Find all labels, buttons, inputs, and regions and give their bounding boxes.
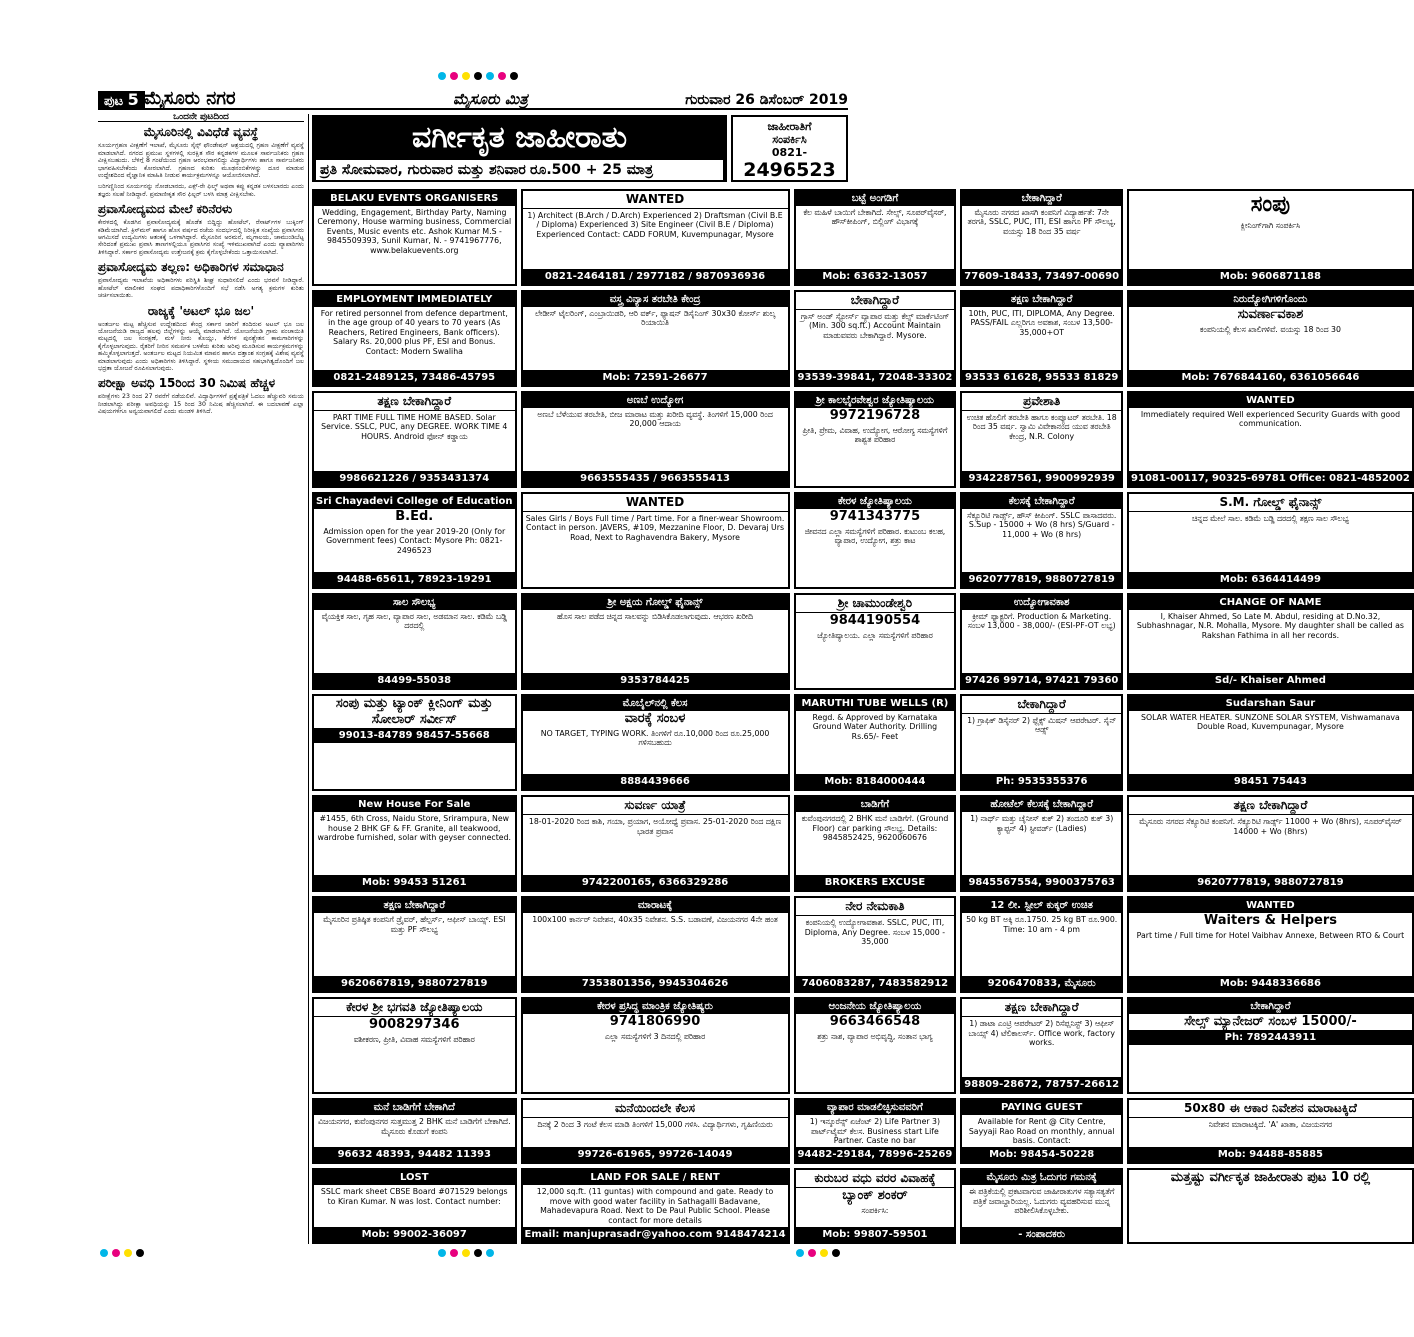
- ad-body: Wedding, Engagement, Birthday Party, Naming Ceremony, House warming business, Commercial Events, Music events etc. Ashok Kumar M.S - 9845509393, Sunil Kumar, N. - 9741967776, www.belakuevents.org: [317, 208, 512, 255]
- ad-heading: ಕೇರಳ ಶ್ರೀ ಭಗವತಿ ಜ್ಯೋತಿಷ್ಯಾಲಯ: [314, 999, 515, 1017]
- ad-phone: 9206470833, ಮೈಸೂರು: [962, 976, 1121, 991]
- classified-ad: [521, 189, 790, 286]
- classified-ad: [1127, 896, 1414, 993]
- ad-heading: ಶ್ರೀ ಅಕ್ಷಯ ಗೋಲ್ಡ್ ಫೈನಾನ್ಸ್: [523, 595, 788, 610]
- ad-phone: 93533 61628, 95533 81829: [962, 370, 1121, 385]
- ad-body: ಗ್ರಾಸ್ ಅಂಡ್ ಸ್ಟೋರ್ಸ್ ವ್ಯಾಪಾರ ಮತ್ತು ಕೆಲ್ಸ್ ಮಾರ್ಕೆಟಿಂಗ್ (Min. 300 sq.ft.) Account Maintain ಮಾಡುವವರು ಬೇಕಾಗಿದ್ದಾರೆ. Mysore.: [800, 312, 950, 340]
- classified-ad: [960, 593, 1123, 690]
- article-paragraph: ಬರಿಗಣ್ಣಿನಿಂದ ಸೂರ್ಯನನ್ನು ನೋಡಬಾರದು, ಎಕ್ಸ್-ರೇ ಫಿಲ್ಮ್ ಅಥವಾ ಕಪ್ಪು ಕನ್ನಡಕ ಬಳಸಬಾರದು ಎಂದು ತಜ್ಞರು ಸಲಹೆ ನೀಡಿದ್ದಾರೆ. ಪ್ರಮಾಣೀಕೃತ ಸೌರ ಫಿಲ್ಟರ್ ಬಳಸಿ ಮಾತ್ರ ವೀಕ್ಷಿಸಬೇಕು.: [98, 183, 304, 198]
- ad-phone: 98809-28672, 78757-26612: [964, 1079, 1120, 1091]
- ad-body: NO TARGET, TYPING WORK. ತಿಂಗಳಿಗೆ ರೂ.10,000 ರಿಂದ ರೂ.25,000 ಗಳಿಸಬಹುದು: [540, 729, 770, 748]
- ad-phone: 9845567554, 9900375763: [962, 875, 1121, 890]
- classified-ad: [960, 189, 1123, 286]
- ad-heading: PAYING GUEST: [962, 1100, 1121, 1115]
- ad-phone: 9742200165, 6366329286: [523, 875, 788, 890]
- ad-heading: WANTED: [1129, 898, 1412, 913]
- ad-body: ಜೀವನದ ಎಲ್ಲಾ ಸಮಸ್ಯೆಗಳಿಗೆ ಪರಿಹಾರ. ಕುಟುಂಬ ಕಲಹ, ವ್ಯಾಪಾರ, ಉದ್ಯೋಗ, ಶತ್ರು ಕಾಟ: [804, 527, 946, 546]
- ad-body: Admission open for the year 2019-20 (Only for Government fees) Contact: Mysore Ph: 0821-2496523: [323, 527, 506, 555]
- ad-heading: ಆಂಜನೇಯ ಜ್ಯೋತಿಷ್ಯಾಲಯ: [796, 999, 955, 1014]
- classified-ad: [521, 795, 790, 892]
- ad-phone: 94482-29184, 78996-25269: [797, 1149, 953, 1161]
- ad-heading: ತಕ್ಷಣ ಬೇಕಾಗಿದ್ದಾರೆ: [314, 898, 515, 913]
- ad-heading: 50x80 ಈ ಆಕಾರ ನಿವೇಶನ ಮಾರಾಟಕ್ಕಿದೆ: [1129, 1100, 1412, 1118]
- ad-phone: 9620667819, 9880727819: [314, 976, 515, 991]
- ad-highlight: ಸೇಲ್ಸ್ ಮ್ಯಾನೇಜರ್ ಸಂಬಳ 15000/-: [1184, 1014, 1357, 1030]
- ad-body: ಜ್ಯೋತಿಷ್ಯಾಲಯ. ಎಲ್ಲಾ ಸಮಸ್ಯೆಗಳಿಗೆ ಪರಿಹಾರ: [817, 631, 933, 641]
- ad-heading: ತಕ್ಷಣ ಬೇಕಾಗಿದ್ದಾರೆ: [962, 999, 1121, 1017]
- classified-ad: [521, 1168, 790, 1244]
- ad-phone: Mob: 99453 51261: [314, 875, 515, 890]
- ad-heading: CHANGE OF NAME: [1129, 595, 1412, 610]
- classified-ad: [794, 896, 957, 993]
- classified-ad: [521, 492, 790, 589]
- ad-highlight: 9663466548: [829, 1014, 921, 1030]
- ad-phone: Ph: 7892443911: [1129, 1030, 1412, 1045]
- ad-phone: - ಸಂಪಾದಕರು: [962, 1227, 1121, 1242]
- ad-body: ಸೆಕ್ಯೂರಿಟಿ ಗಾರ್ಡ್ಸ್, ಹೌಸ್ ಕೀಪಿಂಗ್. SSLC ಪಾಸಾದವರು. S.Sup - 15000 + Wo (8 hrs) S/Guard - 11,000 + Wo (8 hrs): [967, 511, 1117, 539]
- ad-body: 10th, PUC, ITI, DIPLOMA, Any Degree. PASS/FAIL ಎಲ್ಲರಿಗೂ ಅವಕಾಶ, ಸಂಬಳ 13,500-35,000+OT: [968, 309, 1115, 337]
- ad-body: 1) ಗ್ರಾಫಿಕ್ ಡಿಸೈನರ್ 2) ಫ್ಲೆಕ್ಸ್ ಮಿಷನ್ ಆಪರೇಟರ್. ಸೈನ್ ಆಡ್ಸ್: [967, 716, 1117, 735]
- ad-body: I, Khaiser Ahmed, So Late M. Abdul, residing at D.No.32, Subhashnagar, N.R. Mohalla, Mysore. My daughter shall be called as Rakshan Fathima in all her records.: [1136, 612, 1404, 640]
- ad-body: 1) ನಾರ್ಥ್ ಮತ್ತು ಚೈನೀಸ್ ಕುಕ್ 2) ತಂದೂರಿ ಕುಕ್ 3) ಕ್ಯಾಪ್ಟನ್ 4) ಸ್ಟೀವರ್ಡ್ (Ladies): [970, 814, 1114, 833]
- ad-body: 100x100 ಕಾರ್ನರ್ ನಿವೇಶನ, 40x35 ನಿವೇಶನ. S.S. ಬಡಾವಣೆ, ವಿಜಯನಗರ 4ನೇ ಹಂತ: [532, 915, 778, 925]
- ad-heading: ಬೇಕಾಗಿದ್ದಾರೆ: [796, 292, 955, 310]
- ad-heading: ಅಣಬೆ ಉದ್ಯೋಗ: [523, 393, 788, 408]
- classified-ad: [312, 593, 517, 690]
- masthead: ಮೈಸೂರು ಮಿತ್ರ: [453, 90, 528, 108]
- continued-kicker: ಒಂದನೇ ಪುಟದಿಂದ: [98, 114, 304, 122]
- ad-highlight: ಮತ್ತಷ್ಟು ವರ್ಗೀಕೃತ ಜಾಹೀರಾತು ಪುಟ 10 ರಲ್ಲಿ: [1170, 1170, 1371, 1186]
- ad-highlight: ಬ್ಯಾಂಕ್ ಶಂಕರ್: [842, 1188, 908, 1204]
- ad-phone: 98451 75443: [1129, 774, 1412, 789]
- classified-ad: [794, 593, 957, 690]
- ad-phone: Mob: 7676844160, 6361056646: [1129, 370, 1412, 385]
- ad-heading: ನೇರ ನೇಮಕಾತಿ: [796, 898, 955, 916]
- classified-ad: [1127, 1098, 1414, 1164]
- ad-heading: New House For Sale: [314, 797, 515, 812]
- ad-phone: Email: manjuprasadr@yahoo.com 9148474214: [524, 1229, 786, 1240]
- ad-phone: Mob: 98454-50228: [962, 1147, 1121, 1162]
- classified-ad: [521, 391, 790, 488]
- classified-ad: [794, 290, 957, 387]
- classified-ad: [1127, 593, 1414, 690]
- ad-body: ಕೆಲ ಮಹಿಳೆ ಬಾಯಿಗೆ ಬೇಕಾಗಿದೆ. ಸೇಲ್ಸ್, ಸೂಪರ್‌ವೈಸರ್, ಹೌಸ್‌ಕೀಪಿಂಗ್, ಬಿಲ್ಲಿಂಗ್ ವಿಭಾಗಕ್ಕೆ: [803, 208, 947, 227]
- ad-body: Immediately required Well experienced Security Guards with good communication.: [1140, 410, 1401, 429]
- ad-phone: 9620777819, 9880727819: [962, 572, 1121, 587]
- classified-ad: [960, 492, 1123, 589]
- ad-phone: 99013-84789 98457-55668: [314, 728, 515, 743]
- ad-heading: Sri Chayadevi College of Education: [316, 496, 513, 508]
- ad-phone: 91081-00117, 90325-69781 Office: 0821-4852002: [1131, 473, 1410, 485]
- ad-body: ಮೈಸೂರು ನಗರದ ಖಾಸಗಿ ಕಂಪನಿಗೆ ವಿದ್ಯಾರ್ಹತೆ: 7ನೇ ತರಗತಿ, SSLC, PUC, ITI, ESI ಹಾಗೂ PF ಸೌಲಭ್ಯ, ವಯಸ್ಸು 18 ರಿಂದ 35 ವರ್ಷ: [967, 208, 1116, 236]
- ad-heading: ಮನೆ ಬಾಡಿಗೆಗೆ ಬೇಕಾಗಿದೆ: [314, 1100, 515, 1115]
- ad-body: 50 kg BT ಅಕ್ಕಿ ರೂ.1750. 25 kg BT ರೂ.900. Time: 10 am - 4 pm: [966, 915, 1118, 934]
- ad-heading: ಬೇಕಾಗಿದ್ದಾರೆ: [962, 191, 1121, 206]
- classified-ad: [521, 694, 790, 791]
- ad-heading: LOST: [314, 1170, 515, 1185]
- classified-ad: [312, 1098, 517, 1164]
- classified-ad: [794, 492, 957, 589]
- ad-heading: S.M. ಗೋಲ್ಡ್ ಫೈನಾನ್ಸ್: [1129, 494, 1412, 512]
- classifieds-banner: [312, 115, 727, 182]
- ad-phone: Mob: 99002-36097: [314, 1227, 515, 1242]
- ad-body: ಕಂಪನಿಯಲ್ಲಿ ಕೆಲಸ ಖಾಲಿಗಳಿವೆ. ವಯಸ್ಸು 18 ರಿಂದ 30: [1199, 325, 1341, 335]
- classified-ad: [1127, 795, 1414, 892]
- ad-phone: 7406083287, 7483582912: [796, 976, 955, 991]
- classified-ad: [1127, 391, 1414, 488]
- ad-phone: 7353801356, 9945304626: [523, 976, 788, 991]
- ad-heading: ಕೇರಳ ಪ್ರಸಿದ್ಧ ಮಾಂತ್ರಿಕ ಜ್ಯೋತಿಷ್ಯರು: [523, 999, 788, 1014]
- ad-body: 12,000 sq.ft. (11 guntas) with compound and gate. Ready to move with good water facility in Sathagalli Badavane, Mahadevapura Road. Next to De Paul Public School. Please contact for more details: [536, 1187, 774, 1225]
- ad-highlight: 9741806990: [609, 1014, 701, 1030]
- classified-ad: [312, 189, 517, 286]
- classified-ad: [1127, 1168, 1414, 1244]
- headline-1: ಮೈಸೂರಿನಲ್ಲಿ ವಿವಿಧೆಡೆ ವ್ಯವಸ್ಥೆ: [143, 125, 259, 140]
- ad-body: ಮೈಸೂರು ನಗರದ ಸೆಕ್ಯೂರಿಟಿ ಕಂಪನಿಗೆ. ಸೆಕ್ಯೂರಿಟಿ ಗಾರ್ಡ್ಸ್ 11000 + Wo (8hrs), ಸೂಪರ್‌ವೈಸರ್ 14000 + Wo (8hrs): [1139, 817, 1402, 836]
- ad-body: ವಶೀಕರಣ, ಪ್ರೀತಿ, ವಿವಾಹ ಸಮಸ್ಯೆಗಳಿಗೆ ಪರಿಹಾರ: [353, 1035, 475, 1045]
- page-header: [98, 88, 848, 110]
- classified-ad: [794, 997, 957, 1094]
- ad-contact-box: ಜಾಹೀರಾತಿಗೆ ಸಂಪರ್ಕಿಸಿ 0821- 2496523: [731, 115, 848, 182]
- classified-ad: [1127, 492, 1414, 589]
- classified-ad: [960, 1098, 1123, 1164]
- ad-heading: ಮಾರಾಟಕ್ಕೆ: [523, 898, 788, 913]
- headline-2: ಪ್ರವಾಸೋದ್ಯಮದ ಮೇಲೆ ಕರಿನೆರಳು: [98, 202, 233, 217]
- ad-highlight: ಸಂಪು ಮತ್ತು ಟ್ಯಾಂಕ್ ಕ್ಲೀನಿಂಗ್ ಮತ್ತು ಸೋಲಾರ್ ಸರ್ವೀಸ್: [335, 696, 493, 728]
- ad-highlight: 9741343775: [829, 509, 921, 525]
- ad-phone: BROKERS EXCUSE: [796, 875, 955, 890]
- ad-heading: BELAKU EVENTS ORGANISERS: [314, 191, 515, 206]
- ad-heading: ಕುರುಬರ ವಧು ವರರ ವಿವಾಹಕ್ಕೆ: [796, 1170, 955, 1188]
- classified-ad: [794, 1168, 957, 1244]
- ad-body: ಚಿನ್ನದ ಮೇಲೆ ಸಾಲ. ಕಡಿಮೆ ಬಡ್ಡಿ ದರದಲ್ಲಿ ತಕ್ಷಣ ಸಾಲ ಸೌಲಭ್ಯ: [1191, 514, 1349, 524]
- ad-body: ಈ ಪತ್ರಿಕೆಯಲ್ಲಿ ಪ್ರಕಟವಾಗುವ ಜಾಹೀರಾತುಗಳ ಸತ್ಯಾಸತ್ಯತೆಗೆ ಪತ್ರಿಕೆ ಜವಾಬ್ದಾರಿಯಲ್ಲ. ಓದುಗರು ವ್ಯವಹರಿಸುವ ಮುನ್ನ ಪರಿಶೀಲಿಸಿಕೊಳ್ಳಬೇಕು.: [969, 1187, 1115, 1216]
- ad-heading: ಉದ್ಯೋಗಾವಕಾಶ: [962, 595, 1121, 610]
- classified-ad: [794, 1098, 957, 1164]
- ad-phone: Mob: 9448336686: [1129, 976, 1412, 991]
- ad-body: ಪ್ರೀತಿ, ಪ್ರೇಮ, ವಿವಾಹ, ಉದ್ಯೋಗ, ಆರೋಗ್ಯ ಸಮಸ್ಯೆಗಳಿಗೆ ಶಾಶ್ವತ ಪರಿಹಾರ: [802, 426, 948, 445]
- ad-highlight: B.Ed.: [395, 509, 434, 525]
- ad-highlight: 9844190554: [829, 613, 921, 629]
- ad-heading: ಕೆಲಸಕ್ಕೆ ಬೇಕಾಗಿದ್ದಾರೆ: [962, 494, 1121, 509]
- ad-body: 1) ಇನ್ಶೂರೆನ್ಸ್ ಏಜೆಂಟ್ 2) Life Partner 3) ಪಾರ್ಟ್‌ಟೈಮ್ ಕೆಲಸ. Business start Life Partner. Caste no bar: [809, 1117, 941, 1145]
- ad-heading: WANTED: [523, 191, 788, 209]
- page-number-badge: ಪುಟ 5: [98, 91, 145, 109]
- classified-ad: [1127, 694, 1414, 791]
- classified-ad: [960, 896, 1123, 993]
- ad-body: ದಿನಕ್ಕೆ 2 ರಿಂದ 3 ಗಂಟೆ ಕೆಲಸ ಮಾಡಿ ತಿಂಗಳಿಗೆ 15,000 ಗಳಿಸಿ. ವಿದ್ಯಾರ್ಥಿಗಳು, ಗೃಹಿಣಿಯರು: [537, 1120, 773, 1130]
- classified-ad: [312, 391, 517, 488]
- ad-phone: Mob: 6364414499: [1129, 572, 1412, 587]
- ad-body: 1) Architect (B.Arch / D.Arch) Experienced 2) Draftsman (Civil B.E / Diploma) Experienced 3) Site Engineer (Civil B.E / Diploma) Experienced Contact: CADD FORUM, Kuvempunagar, Mysore: [527, 211, 783, 239]
- classified-ad: [312, 290, 517, 387]
- ad-heading: ಮನೆಯಿಂದಲೇ ಕೆಲಸ: [523, 1100, 788, 1118]
- news-column: [98, 114, 304, 1244]
- ad-body: ವಿಜಯನಗರ, ಕುವೆಂಪುನಗರ ಸುತ್ತಮುತ್ತ 2 BHK ಮನೆ ಬಾಡಿಗೆಗೆ ಬೇಕಾಗಿದೆ. ಮೈಸೂರು ಕೊಡುಗೆ ಕಂಪನಿ: [317, 1117, 511, 1136]
- ad-heading: ವ್ಯಾಪಾರ ಮಾಡಲಿಚ್ಛಿಸುವವರಿಗೆ: [796, 1100, 955, 1115]
- ad-body: ಲೇಡೀಸ್ ಟೈಲರಿಂಗ್, ಎಂಬ್ರಾಯಿಡರಿ, ಆರಿ ವರ್ಕ್, ಫ್ಯಾಷನ್ ಡಿಸೈನಿಂಗ್ 30x30 ಕೋರ್ಸ್ ಶುಲ್ಕ ರಿಯಾಯಿತಿ: [534, 309, 776, 328]
- ad-heading: ಬೇಕಾಗಿದ್ದಾರೆ: [1129, 999, 1412, 1014]
- classified-ad: [312, 997, 517, 1094]
- ad-highlight: Waiters & Helpers: [1203, 913, 1337, 929]
- headline-3: ಪ್ರವಾಸೋದ್ಯಮ ತಲ್ಲಣ: ಅಧಿಕಾರಿಗಳ ಸಮಾಧಾನ: [98, 260, 284, 275]
- classified-ad: [312, 896, 517, 993]
- ad-phone: 9353784425: [523, 673, 788, 688]
- ad-heading: 12 ಲೀ. ಸ್ಟೀಲ್ ಕುಕ್ಕರ್ ಉಚಿತ: [962, 898, 1121, 913]
- classified-ad: [794, 391, 957, 488]
- ad-heading: ಕೇರಳ ಜ್ಯೋತಿಷ್ಯಾಲಯ: [796, 494, 955, 509]
- ad-phone: 96632 48393, 94482 11393: [314, 1147, 515, 1162]
- ad-phone: Mob: 8184000444: [796, 774, 955, 789]
- classified-ad: [312, 1168, 517, 1244]
- ad-heading: LAND FOR SALE / RENT: [523, 1170, 788, 1185]
- ad-phone: Mob: 94488-85885: [1129, 1147, 1412, 1162]
- ad-heading: ಸುವರ್ಣ ಯಾತ್ರೆ: [523, 797, 788, 815]
- ad-body: 1) ಡಾಟಾ ಎಂಟ್ರಿ ಆಪರೇಟರ್ 2) ರಿಸೆಪ್ಷನಿಸ್ಟ್ 3) ಆಫೀಸ್ ಬಾಯ್ಸ್ 4) ಟೆಲಿಕಾಲರ್ಸ್. Office work, factory works.: [968, 1019, 1115, 1047]
- ad-highlight: ವಾರಕ್ಕೆ ಸಂಬಳ: [624, 711, 686, 727]
- ad-heading: ತಕ್ಷಣ ಬೇಕಾಗಿದ್ದಾರೆ: [962, 292, 1121, 307]
- ad-body: ಹೊಸ ಸಾಲ ಪಡೆದ ಚಿನ್ನದ ಸಾಲವನ್ನು ಬಿಡಿಸಿಕೊಡಲಾಗುವುದು. ಆಭರಣ ಖರೀದಿ: [557, 612, 754, 622]
- article-paragraph: ಪ್ರವಾಸೋದ್ಯಮ ಇಲಾಖೆಯ ಅಧಿಕಾರಿಗಳು ಪರಿಸ್ಥಿತಿ ಶೀಘ್ರ ಸುಧಾರಿಸಲಿದೆ ಎಂದು ಭರವಸೆ ನೀಡಿದ್ದಾರೆ. ಹೋಟೆಲ್ ಮಾಲೀಕರ ಸಂಘದ ಪದಾಧಿಕಾರಿಗಳೊಂದಿಗೆ ಸಭೆ ನಡೆಸಿ ಅಗತ್ಯ ಕ್ರಮಗಳ ಕುರಿತು ಚರ್ಚಿಸಲಾಯಿತು.: [98, 277, 304, 300]
- ad-phone: 84499-55038: [314, 673, 515, 688]
- ad-body: SOLAR WATER HEATER. SUNZONE SOLAR SYSTEM, Vishwamanava Double Road, Kuvempunagar, Mysore: [1141, 713, 1400, 732]
- ad-body: Available for Rent @ City Centre, Sayyaji Rao Road on monthly, annual basis. Contact:: [968, 1117, 1115, 1145]
- ad-body: ನಿವೇಶನ ಮಾರಾಟಕ್ಕಿದೆ. 'A' ಖಾತಾ, ವಿಜಯನಗರ: [1208, 1120, 1333, 1130]
- ad-heading: ಪ್ರವೇಶಾತಿ: [962, 393, 1121, 411]
- banner-title: ವರ್ಗೀಕೃತ ಜಾಹೀರಾತು: [411, 120, 628, 155]
- classified-ad: [521, 290, 790, 387]
- classified-ad: [960, 694, 1123, 791]
- ad-phone: 0821-2464181 / 2977182 / 9870936936: [523, 269, 788, 284]
- column-divider: [308, 114, 309, 1244]
- classified-ad: [1127, 290, 1414, 387]
- ad-brand: ಸಂಪು: [1250, 192, 1291, 217]
- classified-ad: [960, 290, 1123, 387]
- ad-body: SSLC mark sheet CBSE Board #071529 belongs to Kiran Kumar. N was lost. Contact number:: [320, 1187, 508, 1206]
- ad-phone: Mob: 72591-26677: [523, 370, 788, 385]
- ad-phone: 0821-2489125, 73486-45795: [314, 370, 515, 385]
- ad-heading: ತಕ್ಷಣ ಬೇಕಾಗಿದ್ದಾರೆ: [314, 393, 515, 411]
- ad-phone: 9986621226 / 9353431374: [314, 471, 515, 486]
- headline-4: ರಾಜ್ಯಕ್ಕೆ 'ಅಟಲ್ ಭೂ ಜಲ': [147, 303, 255, 318]
- ad-body: ಶತ್ರು ನಾಶ, ವ್ಯಾಪಾರ ಅಭಿವೃದ್ಧಿ, ಸಂತಾನ ಭಾಗ್ಯ: [817, 1032, 933, 1042]
- ad-phone: 77609-18433, 73497-00690: [964, 271, 1120, 283]
- ad-heading: Sudarshan Saur: [1129, 696, 1412, 711]
- article-paragraph: ಅಂತರ್ಜಲ ಮಟ್ಟ ಹೆಚ್ಚಿಸುವ ಉದ್ದೇಶದಿಂದ ಕೇಂದ್ರ ಸರ್ಕಾರ ಜಾರಿಗೆ ತಂದಿರುವ ಅಟಲ್ ಭೂ ಜಲ ಯೋಜನೆಯಡಿ ರಾಜ್ಯದ ಹಲವು ಜಿಲ್ಲೆಗಳನ್ನು ಆಯ್ಕೆ ಮಾಡಲಾಗಿದೆ. ಯೋಜನೆಯಡಿ ಗ್ರಾಮ ಪಂಚಾಯಿತಿ ಮಟ್ಟದಲ್ಲಿ ಜಲ ಸಂರಕ್ಷಣೆ, ಮಳೆ ನೀರು ಕೊಯ್ಲು, ಕೆರೆಗಳ ಪುನಶ್ಚೇತನ ಕಾಮಗಾರಿಗಳನ್ನು ಕೈಗೊಳ್ಳಲಾಗುವುದು. ರೈತರಿಗೆ ನೀರಿನ ಸಮರ್ಪಕ ಬಳಕೆಯ ಕುರಿತು ಅರಿವು ಮೂಡಿಸುವ ಕಾರ್ಯಕ್ರಮಗಳನ್ನು ಹಮ್ಮಿಕೊಳ್ಳಲಾಗುತ್ತದೆ. ಅಂತರ್ಜಲ ಮಟ್ಟದ ನಿಯಮಿತ ಮಾಪನ ಹಾಗೂ ದತ್ತಾಂಶ ಸಂಗ್ರಹಕ್ಕೆ ವಿಶೇಷ ವ್ಯವಸ್ಥೆ ಮಾಡಲಾಗುವುದು ಎಂದು ಅಧಿಕಾರಿಗಳು ತಿಳಿಸಿದ್ದಾರೆ. ಸ್ಥಳೀಯ ಸಮುದಾಯದ ಸಹಭಾಗಿತ್ವದೊಂದಿಗೆ ಜಲ ಭದ್ರತಾ ಯೋಜನೆ ರೂಪಿಸಲಾಗುವುದು.: [98, 320, 304, 372]
- ad-heading: ನಿರುದ್ಯೋಗಿಗಳಿಗೊಂದು: [1129, 292, 1412, 307]
- article-paragraph: ಸೂರ್ಯಗ್ರಹಣ ವೀಕ್ಷಣೆಗೆ ಇಲಾಖೆ, ಮೈಸೂರು ಸೈನ್ಸ್ ಫೌಂಡೇಷನ್ ಆಶ್ರಯದಲ್ಲಿ ಗ್ರಹಣ ವೀಕ್ಷಣೆಗೆ ವ್ಯವಸ್ಥೆ ಮಾಡಲಾಗಿದೆ. ನಗರದ ಪ್ರಮುಖ ಸ್ಥಳಗಳಲ್ಲಿ ಸುರಕ್ಷಿತ ಸೌರ ಕನ್ನಡಕಗಳ ಮೂಲಕ ಸಾರ್ವಜನಿಕರು ಗ್ರಹಣ ವೀಕ್ಷಿಸಬಹುದು. ಬೆಳಿಗ್ಗೆ 8 ಗಂಟೆಯಿಂದ ಗ್ರಹಣ ಆರಂಭವಾಗಲಿದ್ದು ವಿದ್ಯಾರ್ಥಿಗಳು ಹಾಗೂ ಸಾರ್ವಜನಿಕರು ಭಾಗವಹಿಸಬೇಕೆಂದು ಕೋರಲಾಗಿದೆ. ಗ್ರಹಣದ ಕುರಿತು ಮೂಢನಂಬಿಕೆಗಳನ್ನು ದೂರ ಮಾಡುವ ಉದ್ದೇಶದಿಂದ ವೈಜ್ಞಾನಿಕ ಮಾಹಿತಿ ನೀಡುವ ಕಾರ್ಯಕ್ರಮಗಳನ್ನೂ ಆಯೋಜಿಸಲಾಗಿದೆ.: [98, 142, 304, 180]
- classified-ad: [521, 997, 790, 1094]
- classified-ad: [521, 1098, 790, 1164]
- ad-phone: 8884439666: [523, 774, 788, 789]
- section-title: ಮೈಸೂರು ನಗರ: [144, 88, 236, 109]
- contact-phone: 2496523: [743, 159, 836, 181]
- classified-ad: [521, 896, 790, 993]
- classified-ad: [794, 189, 957, 286]
- ad-heading: ಹೋಟೆಲ್ ಕೆಲಸಕ್ಕೆ ಬೇಕಾಗಿದ್ದಾರೆ: [962, 797, 1121, 812]
- ad-highlight: 9972196728: [829, 408, 921, 424]
- ad-body: ವೈಯಕ್ತಿಕ ಸಾಲ, ಗೃಹ ಸಾಲ, ವ್ಯಾಪಾರ ಸಾಲ, ಅಡಮಾನ ಸಾಲ. ಕಡಿಮೆ ಬಡ್ಡಿ ದರದಲ್ಲಿ: [321, 612, 507, 631]
- ad-phone: 9620777819, 9880727819: [1129, 875, 1412, 890]
- ad-heading: ವಸ್ತ್ರ ವಿನ್ಯಾಸ ತರಬೇತಿ ಕೇಂದ್ರ: [523, 292, 788, 307]
- classified-ad: [1127, 997, 1414, 1094]
- ad-heading: ಬಟ್ಟೆ ಅಂಗಡಿಗೆ: [796, 191, 955, 206]
- ad-phone: 99726-61965, 99726-14049: [523, 1147, 788, 1162]
- ad-body: ಕಂಪನಿಯಲ್ಲಿ ಉದ್ಯೋಗಾವಕಾಶ. SSLC, PUC, ITI, Diploma, Any Degree. ಸಂಬಳ 15,000 - 35,000: [804, 918, 946, 946]
- ad-heading: WANTED: [523, 494, 788, 512]
- ad-body: For retired personnel from defence department, in the age group of 40 years to 70 years (As Reachers, Retired Engineers, Bank officers). Salary Rs. 20,000 plus PF, ESI and Bonus. Contact: Modern Swaliha: [320, 309, 508, 356]
- ad-heading: ಶ್ರೀ ಚಾಮುಂಡೇಶ್ವರಿ: [796, 595, 955, 613]
- ad-heading: MARUTHI TUBE WELLS (R): [796, 696, 955, 711]
- ad-phone: Mob: 9606871188: [1129, 269, 1412, 284]
- ad-heading: WANTED: [1129, 393, 1412, 408]
- ad-heading: ಬೇಕಾಗಿದ್ದಾರೆ: [962, 696, 1121, 714]
- banner-subtitle: ಪ್ರತಿ ಸೋಮವಾರ, ಗುರುವಾರ ಮತ್ತು ಶನಿವಾರ ರೂ.500 + 25 ಮಾತ್ರ: [316, 160, 723, 180]
- ad-phone: 9342287561, 9900992939: [962, 471, 1121, 486]
- ad-heading: ಮೊಬೈಲ್‌ನಲ್ಲಿ ಕೆಲಸ: [523, 696, 788, 711]
- ad-phone: Mob: 99807-59501: [796, 1227, 955, 1242]
- ad-body: 18-01-2020 ರಿಂದ ಕಾಶಿ, ಗಯಾ, ಪ್ರಯಾಗ, ಅಯೋಧ್ಯೆ ಪ್ರವಾಸ. 25-01-2020 ರಿಂದ ದಕ್ಷಿಣ ಭಾರತ ಪ್ರವಾಸ: [528, 817, 782, 836]
- ad-body: #1455, 6th Cross, Naidu Store, Srirampura, New house 2 BHK GF & FF. Granite, all teakwood, wardrobe furnished, solar with geyser connected.: [317, 814, 511, 842]
- ad-heading: ಶ್ರೀ ಕಾಲಭೈರವೇಶ್ವರ ಜ್ಯೋತಿಷ್ಯಾಲಯ: [796, 393, 955, 408]
- classified-ad: [960, 391, 1123, 488]
- classified-ad: [960, 795, 1123, 892]
- ad-phone: 9663555435 / 9663555413: [523, 471, 788, 486]
- ad-heading: ತಕ್ಷಣ ಬೇಕಾಗಿದ್ದಾರೆ: [1129, 797, 1412, 815]
- classified-ad: [1127, 189, 1414, 286]
- ad-phone: Sd/- Khaiser Ahmed: [1129, 673, 1412, 688]
- article-paragraph: ಕೇರಳದಲ್ಲಿ ಕೊಡಗಿನ ಪ್ರವಾಸೋದ್ಯಮಕ್ಕೆ ಹೊಡೆತ ಬಿದ್ದಿದ್ದು ಹೋಟೆಲ್, ರೆಸಾರ್ಟ್‌ಗಳ ಬುಕ್ಕಿಂಗ್ ಕಡಿಮೆಯಾಗಿದೆ. ಕ್ರಿಸ್‌ಮಸ್ ಹಾಗೂ ಹೊಸ ವರ್ಷದ ರಜೆಯ ಸಂದರ್ಭದಲ್ಲಿ ನಿರೀಕ್ಷಿತ ಸಂಖ್ಯೆಯ ಪ್ರವಾಸಿಗರು ಆಗಮಿಸದೆ ಉದ್ಯಮಿಗಳು ಆತಂಕಕ್ಕೆ ಒಳಗಾಗಿದ್ದಾರೆ. ಮೈಸೂರಿನ ಅರಮನೆ, ಮೃಗಾಲಯ, ಚಾಮುಂಡಿಬೆಟ್ಟ ಸೇರಿದಂತೆ ಪ್ರಮುಖ ಪ್ರವಾಸಿ ತಾಣಗಳಲ್ಲಿಯೂ ಪ್ರವಾಸಿಗರ ಸಂಖ್ಯೆ ಇಳಿಮುಖವಾಗಿದೆ ಎಂದು ವ್ಯಾಪಾರಿಗಳು ತಿಳಿಸಿದ್ದಾರೆ. ಸರ್ಕಾರ ಪ್ರವಾಸೋದ್ಯಮ ಉತ್ತೇಜನಕ್ಕೆ ಕ್ರಮ ಕೈಗೊಳ್ಳಬೇಕೆಂದು ಒತ್ತಾಯಿಸಲಾಗಿದೆ.: [98, 219, 304, 256]
- ad-body: Regd. & Approved by Karnataka Ground Water Authority. Drilling Rs.65/- Feet: [812, 713, 938, 741]
- ad-body: ಎಲ್ಲಾ ಸಮಸ್ಯೆಗಳಿಗೆ 3 ದಿನದಲ್ಲಿ ಪರಿಹಾರ: [604, 1032, 706, 1042]
- ad-heading: ಸಾಲ ಸೌಲಭ್ಯ: [314, 595, 515, 610]
- ad-body: ಮೈಸೂರಿನ ಪ್ರತಿಷ್ಠಿತ ಕಂಪನಿಗೆ ಡ್ರೈವರ್, ಹೆಲ್ಪರ್ಸ್, ಆಫೀಸ್ ಬಾಯ್ಸ್. ESI ಮತ್ತು PF ಸೌಲಭ್ಯ: [323, 915, 506, 934]
- ad-body: Part time / Full time for Hotel Vaibhav Annexe, Between RTO & Court: [1136, 931, 1405, 941]
- ad-phone: 93539-39841, 72048-33302: [797, 372, 953, 384]
- ad-heading: ಮೈಸೂರು ಮಿತ್ರ ಓದುಗರ ಗಮನಕ್ಕೆ: [962, 1170, 1121, 1185]
- ad-body: Sales Girls / Boys Full time / Part time. For a finer-wear Showroom. Contact in person. JAVERS, #109, Mezzanine Floor, D. Devaraj Urs Road, Next to Raghavendra Bakery, Mysore: [525, 514, 785, 542]
- classified-ad: [960, 1168, 1123, 1244]
- ad-body: ಕುವೆಂಪುನಗರದಲ್ಲಿ 2 BHK ಮನೆ ಬಾಡಿಗೆಗೆ. (Ground Floor) car parking ಸೌಲಭ್ಯ. Details: 9845852425, 9620060676: [801, 814, 949, 842]
- ad-phone: 97426 99714, 97421 79360: [962, 673, 1121, 688]
- classified-ad: [521, 593, 790, 690]
- classified-ad: [960, 997, 1123, 1094]
- classified-ad: [794, 795, 957, 892]
- registration-marks-bottom: [0, 1247, 945, 1259]
- ad-phone: 94488-65611, 78923-19291: [314, 572, 515, 587]
- ad-phone: Ph: 9535355376: [962, 774, 1121, 789]
- classified-ad: [794, 694, 957, 791]
- classified-ads-grid: [312, 189, 1410, 1244]
- ad-heading: ಬಾಡಿಗೆಗೆ: [796, 797, 955, 812]
- classified-ad: [312, 694, 517, 791]
- classified-ad: [312, 795, 517, 892]
- ad-body: ಉಚಿತ ಹೊಲಿಗೆ ತರಬೇತಿ ಹಾಗೂ ಕಂಪ್ಯೂಟರ್ ತರಬೇತಿ. 18 ರಿಂದ 35 ವರ್ಷ. ಸ್ವಾಮಿ ವಿವೇಕಾನಂದ ಯುವ ತರಬೇತಿ ಕೇಂದ್ರ, N.R. Colony: [966, 413, 1117, 441]
- ad-heading: EMPLOYMENT IMMEDIATELY: [314, 292, 515, 307]
- ad-phone: Mob: 63632-13057: [796, 269, 955, 284]
- headline-5: ಪರೀಕ್ಷಾ ಅವಧಿ 15ರಿಂದ 30 ನಿಮಿಷ ಹೆಚ್ಚಳ: [98, 376, 276, 391]
- issue-date: ಗುರುವಾರ 26 ಡಿಸೆಂಬರ್ 2019: [685, 92, 848, 108]
- ad-body: ಕ್ರೀಮ್ ಫ್ಯಾಕ್ಟರಿಗೆ. Production & Marketing. ಸಂಬಳ 13,000 - 38,000/- (ESI-PF-OT ಲಭ್ಯ): [967, 612, 1116, 631]
- ad-body: ಕ್ಲೀನಿಂಗ್‌ಗಾಗಿ ಸಂಪರ್ಕಿಸಿ: [1240, 221, 1301, 230]
- ad-body: ಸಂಪರ್ಕಿಸಿ:: [861, 1206, 889, 1216]
- ad-highlight: ಸುವರ್ಣಾವಕಾಶ: [1237, 307, 1304, 323]
- classified-ad: [312, 492, 517, 589]
- ad-body: ಅಣಬೆ ಬೆಳೆಯುವ ತರಬೇತಿ, ಬೀಜ ಮಾರಾಟ ಮತ್ತು ಖರೀದಿ ವ್ಯವಸ್ಥೆ. ತಿಂಗಳಿಗೆ 15,000 ರಿಂದ 20,000 ಆದಾಯ: [537, 410, 773, 429]
- ad-body: PART TIME FULL TIME HOME BASED. Solar Service. SSLC, PUC, any DEGREE. WORK TIME 4 HOURS. Android ಫೋನ್ ಕಡ್ಡಾಯ: [321, 413, 508, 441]
- ad-highlight: 9008297346: [369, 1017, 460, 1033]
- article-paragraph: ಪರೀಕ್ಷೆಗಳು 23 ರಿಂದ 27 ರವರೆಗೆ ನಡೆಯಲಿವೆ. ವಿದ್ಯಾರ್ಥಿಗಳಿಗೆ ಪ್ರಶ್ನೆಪತ್ರಿಕೆ ಓದಲು ಹೆಚ್ಚುವರಿ ಸಮಯ ನೀಡಲಾಗಿದ್ದು ಪರೀಕ್ಷಾ ಅವಧಿಯನ್ನು 15 ರಿಂದ 30 ನಿಮಿಷ ಹೆಚ್ಚಿಸಲಾಗಿದೆ. ಈ ಬದಲಾವಣೆ ಎಲ್ಲಾ ವಿಷಯಗಳಿಗೂ ಅನ್ವಯವಾಗಲಿದೆ ಎಂದು ಮಂಡಳಿ ತಿಳಿಸಿದೆ.: [98, 393, 304, 416]
